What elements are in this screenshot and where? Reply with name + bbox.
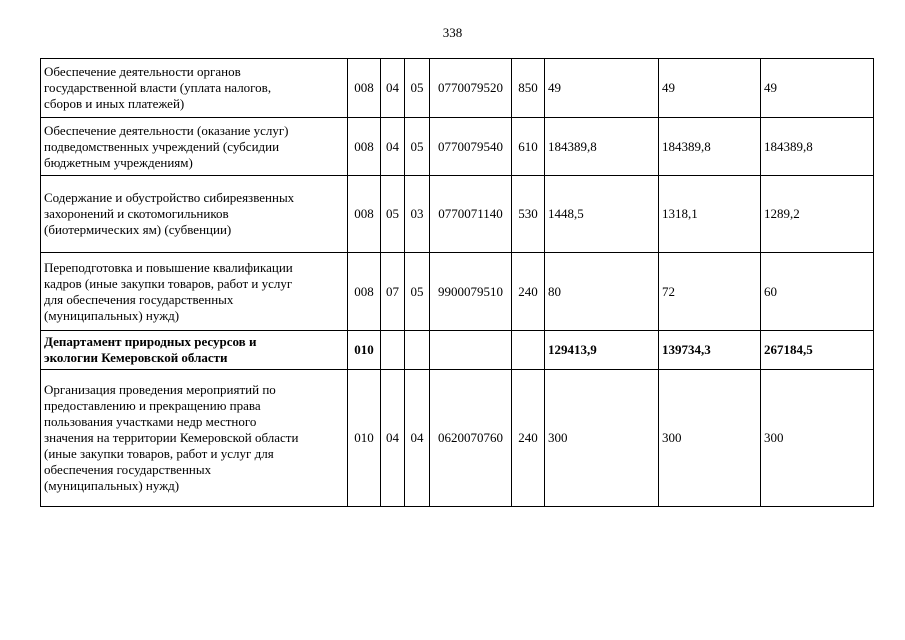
expense-type-cell: 530 [512, 176, 545, 253]
row-name-cell: Организация проведения мероприятий по предоставлению и прекращению права пользования участками недр местного значения на территории Кемеровской области (иные закупки товаров, работ и услуг для обеспечения государственных (муниципальных) нужд) [41, 370, 348, 507]
subsection-code-cell: 04 [405, 370, 430, 507]
subsection-code-cell: 05 [405, 253, 430, 331]
ministry-code-cell: 008 [348, 253, 381, 331]
expense-type-cell: 610 [512, 118, 545, 176]
target-article-cell: 0770079540 [430, 118, 512, 176]
amount-year3-cell: 1289,2 [761, 176, 874, 253]
amount-year3-cell: 184389,8 [761, 118, 874, 176]
section-code-cell: 04 [381, 118, 405, 176]
amount-year1-cell: 300 [545, 370, 659, 507]
subsection-code-cell: 05 [405, 118, 430, 176]
amount-year3-cell: 300 [761, 370, 874, 507]
ministry-code-cell: 010 [348, 370, 381, 507]
amount-year1-cell: 49 [545, 59, 659, 118]
target-article-cell: 0770079520 [430, 59, 512, 118]
ministry-code-cell: 008 [348, 59, 381, 118]
department-total-year2-cell: 139734,3 [659, 331, 761, 370]
amount-year3-cell: 60 [761, 253, 874, 331]
page-number: 338 [442, 25, 463, 40]
target-article-cell: 0620070760 [430, 370, 512, 507]
subsection-code-cell: 05 [405, 59, 430, 118]
amount-year2-cell: 72 [659, 253, 761, 331]
amount-year1-cell: 184389,8 [545, 118, 659, 176]
row-name-cell: Переподготовка и повышение квалификации кадров (иные закупки товаров, работ и услуг для обеспечения государственных (муниципальных) нужд) [41, 253, 348, 331]
subsection-code-cell [405, 331, 430, 370]
section-code-cell [381, 331, 405, 370]
table-row-department [41, 331, 874, 370]
department-total-year1-cell: 129413,9 [545, 331, 659, 370]
department-total-year3-cell: 267184,5 [761, 331, 874, 370]
target-article-cell: 9900079510 [430, 253, 512, 331]
amount-year1-cell: 1448,5 [545, 176, 659, 253]
section-code-cell: 05 [381, 176, 405, 253]
expense-type-cell: 240 [512, 253, 545, 331]
amount-year2-cell: 300 [659, 370, 761, 507]
expense-type-cell: 850 [512, 59, 545, 118]
budget-table [40, 58, 874, 507]
ministry-code-cell: 008 [348, 176, 381, 253]
section-code-cell: 07 [381, 253, 405, 331]
section-code-cell: 04 [381, 370, 405, 507]
ministry-code-cell: 010 [348, 331, 381, 370]
expense-type-cell: 240 [512, 370, 545, 507]
table-row [41, 370, 874, 507]
department-name-cell: Департамент природных ресурсов и экологии Кемеровской области [41, 331, 348, 370]
amount-year2-cell: 49 [659, 59, 761, 118]
amount-year3-cell: 49 [761, 59, 874, 118]
table-row [41, 176, 874, 253]
table-row [41, 59, 874, 118]
target-article-cell [430, 331, 512, 370]
table-row [41, 253, 874, 331]
table-row [41, 118, 874, 176]
row-name-cell: Содержание и обустройство сибиреязвенных захоронений и скотомогильников (биотермических ям) (субвенции) [41, 176, 348, 253]
expense-type-cell [512, 331, 545, 370]
amount-year2-cell: 184389,8 [659, 118, 761, 176]
amount-year1-cell: 80 [545, 253, 659, 331]
target-article-cell: 0770071140 [430, 176, 512, 253]
section-code-cell: 04 [381, 59, 405, 118]
ministry-code-cell: 008 [348, 118, 381, 176]
row-name-cell: Обеспечение деятельности (оказание услуг) подведомственных учреждений (субсидии бюджетным учреждениям) [41, 118, 348, 176]
row-name-cell: Обеспечение деятельности органов государственной власти (уплата налогов, сборов и иных платежей) [41, 59, 348, 118]
amount-year2-cell: 1318,1 [659, 176, 761, 253]
subsection-code-cell: 03 [405, 176, 430, 253]
